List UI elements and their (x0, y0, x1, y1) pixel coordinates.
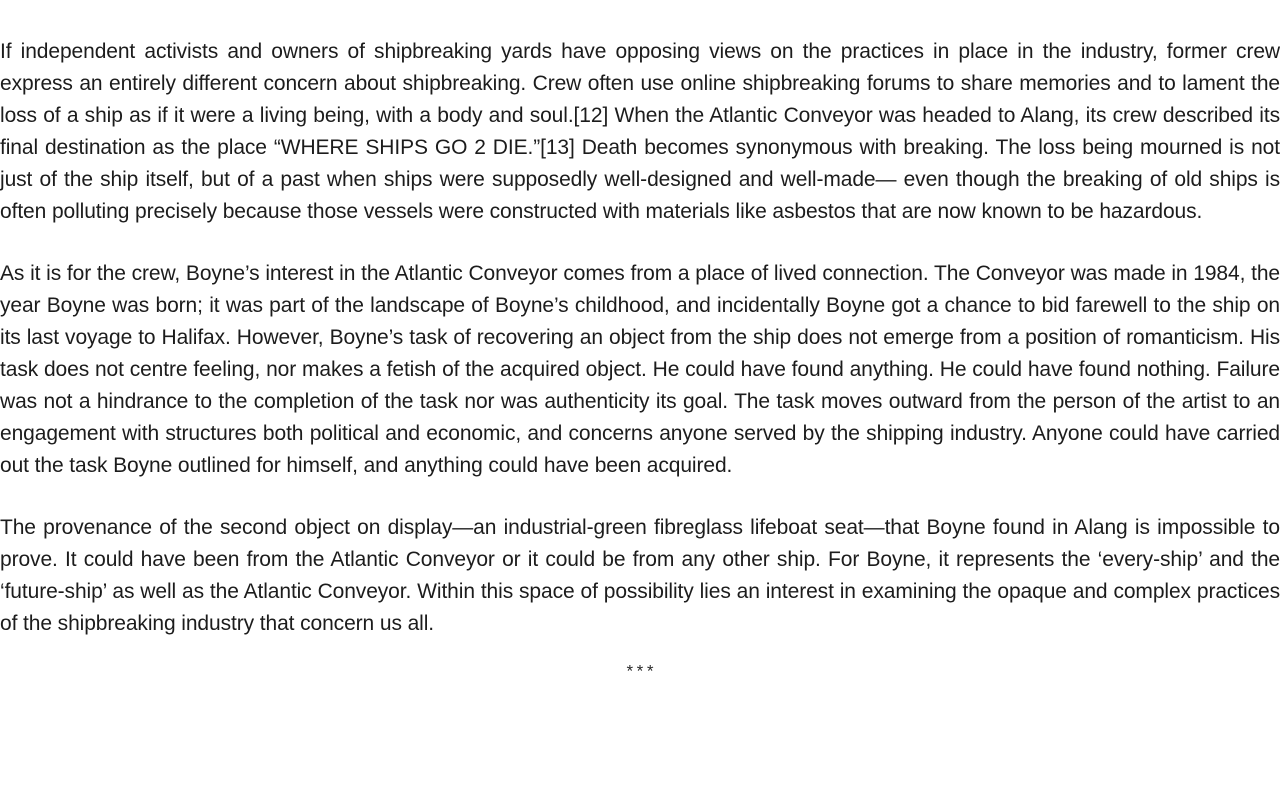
body-paragraph-1: If independent activists and owners of shipbreaking yards have opposing views on the practices in place in the industry, former crew express an entirely different concern about shipbreaking. Crew often use online shipbreaking forums to share memories and to lament the loss of a ship as if it were a living being, with a body and soul.[12] When the Atlantic Conveyor was headed to Alang, its crew described its final destination as the place “WHERE SHIPS GO 2 DIE.”[13] Death becomes synonymous with breaking. The loss being mourned is not just of the ship itself, but of a past when ships were supposedly well-designed and well-made— even though the breaking of old ships is often polluting precisely because those vessels were constructed with materials like asbestos that are now known to be hazardous. (0, 40, 1280, 223)
section-break-divider: *** (624, 664, 656, 683)
body-paragraph-3: The provenance of the second object on display—an industrial-green fibreglass lifeboat seat—that Boyne found in Alang is impossible to prove. It could have been from the Atlantic Conveyor or it could be from any other ship. For Boyne, it represents the ‘every-ship’ and the ‘future-ship’ as well as the Atlantic Conveyor. Within this space of possibility lies an interest in examining the opaque and complex practices of the shipbreaking industry that concern us all. (0, 516, 1280, 635)
body-paragraph-2: As it is for the crew, Boyne’s interest in the Atlantic Conveyor comes from a place of lived connection. The Conveyor was made in 1984, the year Boyne was born; it was part of the landscape of Boyne’s childhood, and incidentally Boyne got a chance to bid farewell to the ship on its last voyage to Halifax. However, Boyne’s task of recovering an object from the ship does not emerge from a position of romanticism. His task does not centre feeling, nor makes a fetish of the acquired object. He could have found anything. He could have found nothing. Failure was not a hindrance to the completion of the task nor was authenticity its goal. The task moves outward from the person of the artist to an engagement with structures both political and economic, and concerns anyone served by the shipping industry. Anyone could have carried out the task Boyne outlined for himself, and anything could have been acquired. (0, 262, 1280, 477)
